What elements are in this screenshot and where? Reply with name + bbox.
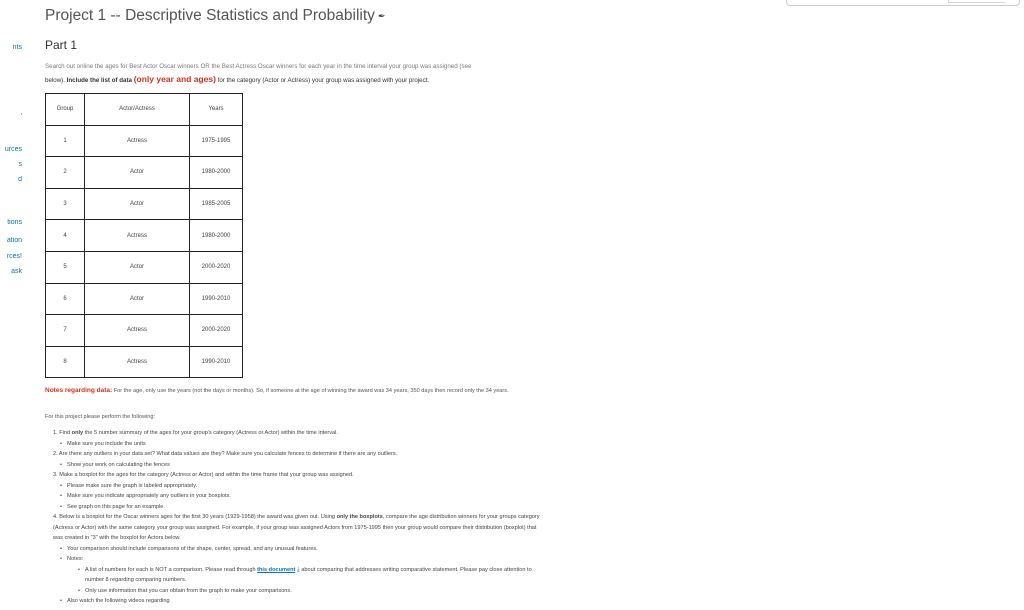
task-subitem: • Your comparison should include comparisons of the shape, center, spread, and any unusual features.: [67, 544, 543, 555]
intro-text-3: for the category (Actor or Actress) your group was assigned with your project.: [215, 77, 430, 84]
table-row: [46, 251, 243, 283]
perform-text: For this project please perform the following:: [45, 414, 156, 420]
intro-paragraph: [45, 60, 535, 87]
table-cell: Years: [190, 94, 243, 126]
nav-item[interactable]: tions: [7, 219, 22, 226]
table-cell: 3: [46, 188, 85, 220]
table-cell: Actress: [85, 315, 190, 347]
download-icon[interactable]: ⤓: [295, 566, 300, 573]
notes-text: about comparing that addresses writing comparative statement. Please pay close attention to number 8 regarding comparing numbers.: [85, 566, 532, 583]
table-cell: 1975-1995: [190, 125, 243, 157]
table-cell: 1990-2010: [190, 346, 243, 378]
top-right-panel: [786, 0, 1020, 6]
notes-subitem: [67, 554, 543, 596]
task-text: 3. Make a boxplot for the ages for the category (Actress or Actor) and within the time frame that your group was assigned.: [53, 472, 354, 478]
table-row: [46, 315, 243, 347]
table-cell: Actor: [85, 251, 190, 283]
intro-text-2: below).: [45, 77, 67, 84]
table-cell: Actress: [85, 125, 190, 157]
task-subitem: • Make sure you indicate appropriately any outliers in your boxplots.: [67, 491, 543, 502]
table-row: [46, 188, 243, 220]
table-cell: 5: [46, 251, 85, 283]
nav-item[interactable]: ': [20, 113, 22, 120]
task-text: 4. Below is a boxplot for the Oscar winners ages for the first 30 years (1929-1958) the award was given out. Using: [53, 514, 337, 520]
table-row: [46, 125, 243, 157]
table-cell: 1980-2000: [190, 157, 243, 189]
table-cell: Actress: [85, 346, 190, 378]
table-cell: 1985-2005: [190, 188, 243, 220]
course-nav: [0, 0, 22, 610]
nav-item[interactable]: d: [18, 176, 22, 183]
notes-text: For the age, only use the years (not the days or months). So, if someone at the age of winning the award was 34 years, 350 days then record only the 34 years.: [112, 388, 509, 394]
notes-subitem-1: [85, 565, 543, 586]
document-link[interactable]: this document: [257, 566, 296, 573]
notes-subitem-3: • Also watch the following videos regarding: [67, 596, 543, 607]
nav-item[interactable]: urces: [4, 146, 22, 153]
group-table: [45, 93, 243, 378]
task-list: [45, 428, 543, 607]
notes-subitem-2: • Only use information that you can obtain from the graph to make your comparisons.: [85, 586, 543, 597]
table-row: [46, 157, 243, 189]
page-title-text: Project 1 -- Descriptive Statistics and Probability: [45, 7, 375, 24]
table-cell: Actor: [85, 283, 190, 315]
task-text: the 5 number summary of the ages for your group's category (Actress or Actor) within the time interval.: [83, 430, 338, 436]
task-text: 1. Find: [53, 430, 72, 436]
nav-item[interactable]: nts: [12, 44, 22, 51]
table-row: [46, 283, 243, 315]
table-cell: 7: [46, 315, 85, 347]
notes-sub-label: Notes:: [67, 556, 84, 562]
published-icon: ✒: [377, 11, 386, 21]
table-cell: 1: [46, 125, 85, 157]
top-right-panel-tab[interactable]: [948, 0, 1005, 3]
part-title: Part 1: [45, 38, 78, 52]
nav-item[interactable]: ask: [11, 268, 22, 275]
task-subitem: • Make sure you include the units: [67, 439, 543, 450]
table-row: [46, 346, 243, 378]
table-cell: Actor: [85, 188, 190, 220]
notes-label: Notes regarding data:: [45, 387, 113, 394]
task-item: [53, 428, 543, 449]
table-cell: 2000-2020: [190, 251, 243, 283]
table-row: [46, 220, 243, 252]
notes-text: A list of numbers for each is NOT a comparison. Please read through: [85, 566, 258, 573]
intro-bold: Include the list of data: [66, 77, 134, 84]
nav-item[interactable]: s: [18, 161, 22, 168]
task-text: 2. Are there any outliers in your data set? What data values are they? Make sure you calculate fences to determine if there are any outliers.: [53, 451, 398, 457]
table-cell: Group: [46, 94, 85, 126]
notes-paragraph: [45, 386, 535, 396]
task-item: [53, 449, 543, 470]
table-cell: 2: [46, 157, 85, 189]
task-item: [53, 470, 543, 512]
task-bold: only the boxplots: [336, 514, 383, 520]
table-cell: 1980-2000: [190, 220, 243, 252]
intro-text-1: Search out online the ages for Best Actor Oscar winners OR the Best Actress Oscar winners for each year in the time interval your group was assigned (see: [45, 63, 472, 70]
intro-red: (only year and ages): [133, 74, 216, 84]
nav-item[interactable]: rces!: [6, 253, 22, 260]
task-subitem: • See graph on this page for an example.: [67, 502, 543, 513]
task-subitem: • Please make sure the graph is labeled appropriately.: [67, 481, 543, 492]
table-cell: Actor/Actress: [85, 94, 190, 126]
table-cell: 8: [46, 346, 85, 378]
task-item: [53, 512, 543, 607]
table-cell: 4: [46, 220, 85, 252]
table-cell: Actor: [85, 157, 190, 189]
page-title: [45, 7, 385, 25]
table-cell: Actress: [85, 220, 190, 252]
table-cell: 2000-2020: [190, 315, 243, 347]
task-subitem: • Show your work on calculating the fences: [67, 460, 543, 471]
table-cell: 6: [46, 283, 85, 315]
table-row: [46, 94, 243, 126]
task-bold: only: [71, 430, 84, 436]
nav-item[interactable]: ation: [6, 237, 22, 244]
task-text: , compare the age distribution winners for your groups category (Actress or Actor) with the same category your group was assigned. For example, if your group was assigned Actors from 1975-1995 then your group would compare their distribution (boxplot) that was created in "3" with the boxplot for Actors below.: [53, 514, 540, 541]
table-cell: 1990-2010: [190, 283, 243, 315]
